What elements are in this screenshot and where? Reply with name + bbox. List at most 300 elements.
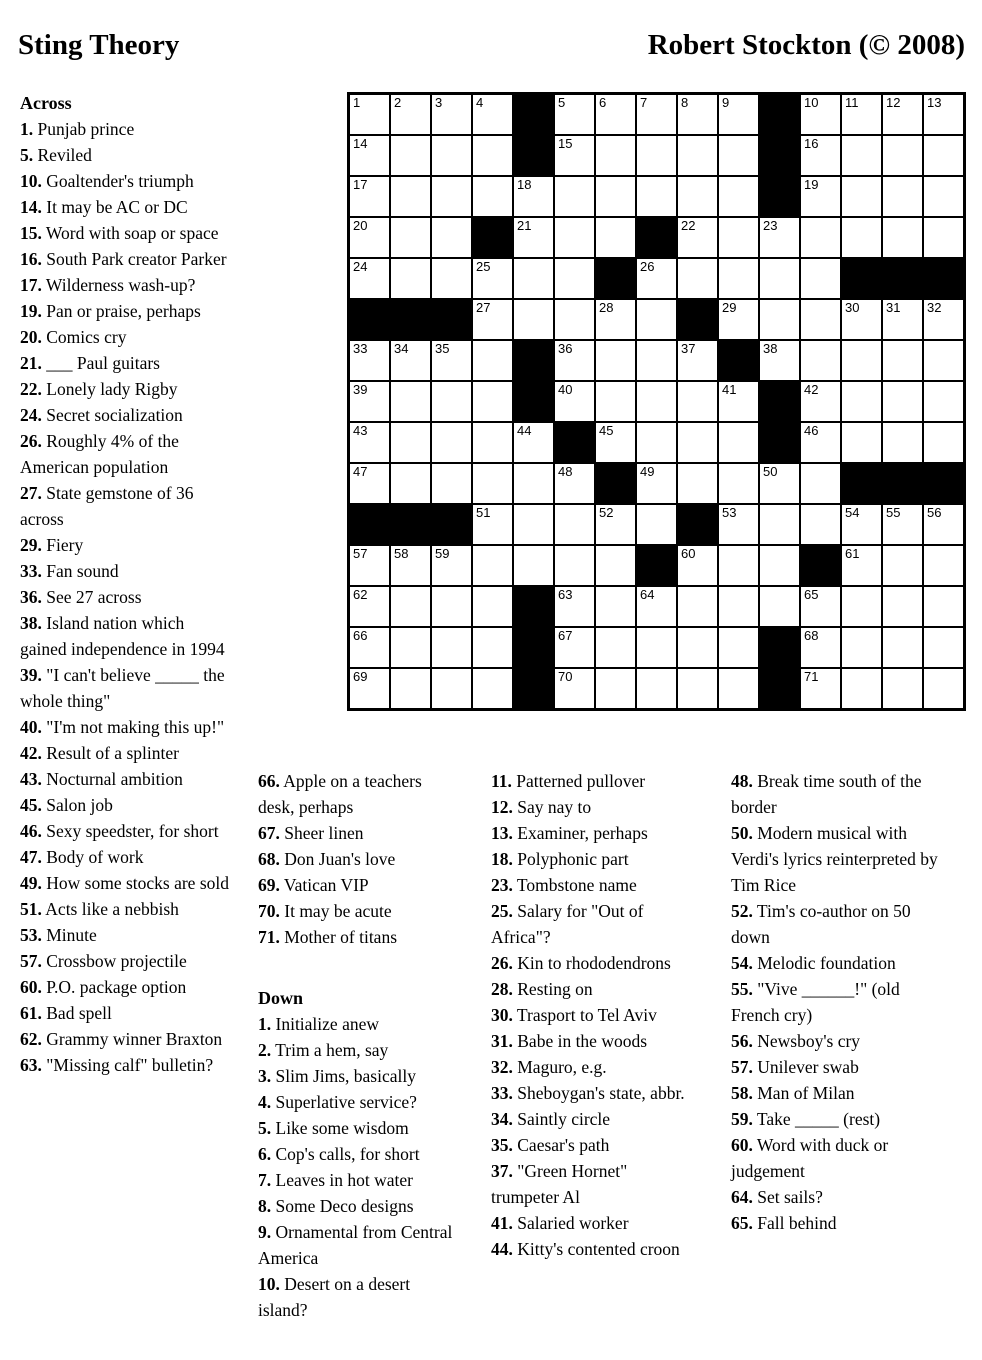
cell-r13-c11[interactable] [759, 586, 800, 627]
clue-across-57: 57. Crossbow projectile [20, 951, 187, 971]
cell-r5-c2[interactable] [390, 258, 431, 299]
clue-number: 20. [20, 327, 42, 347]
cell-r12-c7[interactable] [595, 545, 636, 586]
clue-across-24: 24. Secret socialization [20, 405, 183, 425]
cell-number: 46 [804, 423, 819, 438]
cell-r12-c3[interactable] [431, 545, 472, 586]
cell-r14-c15[interactable] [923, 627, 964, 668]
cell-number: 48 [558, 464, 573, 479]
cell-r11-c8[interactable] [636, 504, 677, 545]
cell-r12-c5[interactable] [513, 545, 554, 586]
cell-r14-c6[interactable] [554, 627, 595, 668]
clue-number: 5. [258, 1118, 272, 1138]
cell-r12-c14[interactable] [882, 545, 923, 586]
cell-r6-c5[interactable] [513, 299, 554, 340]
clue-across-21: 21. ___ Paul guitars [20, 353, 160, 373]
cell-r6-c8[interactable] [636, 299, 677, 340]
clue-across-70: 70. It may be acute [258, 901, 392, 921]
cell-r5-c1[interactable] [349, 258, 390, 299]
cell-r7-c3[interactable] [431, 340, 472, 381]
cell-r6-c11[interactable] [759, 299, 800, 340]
clue-column-across [20, 90, 232, 1078]
clue-number: 57. [731, 1057, 753, 1077]
cell-number: 71 [804, 669, 819, 684]
cell-r8-c9[interactable] [677, 381, 718, 422]
clue-down-56: 56. Newsboy's cry [731, 1031, 861, 1051]
clue-number: 42. [20, 743, 42, 763]
clue-number: 60. [20, 977, 42, 997]
cell-r1-c4[interactable] [472, 94, 513, 135]
cell-r13-c3[interactable] [431, 586, 472, 627]
cell-r8-c13[interactable] [841, 381, 882, 422]
cell-r11-c14[interactable] [882, 504, 923, 545]
cell-r4-c15[interactable] [923, 217, 964, 258]
cell-r5-c7 [595, 258, 636, 299]
clue-down-37: 37. "Green Hornet" trumpeter Al [491, 1161, 628, 1207]
clue-across-63: 63. "Missing calf" bulletin? [20, 1055, 214, 1075]
cell-r9-c12[interactable] [800, 422, 841, 463]
clue-down-48: 48. Break time south of the border [731, 771, 922, 817]
clue-number: 45. [20, 795, 42, 815]
cell-r13-c7[interactable] [595, 586, 636, 627]
cell-r8-c8[interactable] [636, 381, 677, 422]
cell-r11-c6[interactable] [554, 504, 595, 545]
cell-number: 36 [558, 341, 573, 356]
cell-r13-c14[interactable] [882, 586, 923, 627]
cell-r7-c12[interactable] [800, 340, 841, 381]
cell-r13-c4[interactable] [472, 586, 513, 627]
cell-r15-c4[interactable] [472, 668, 513, 709]
cell-number: 58 [394, 546, 409, 561]
cell-r5-c3[interactable] [431, 258, 472, 299]
cell-r11-c4[interactable] [472, 504, 513, 545]
cell-r10-c10[interactable] [718, 463, 759, 504]
cell-r11-c5[interactable] [513, 504, 554, 545]
cell-r10-c2[interactable] [390, 463, 431, 504]
cell-r12-c8 [636, 545, 677, 586]
cell-r15-c13[interactable] [841, 668, 882, 709]
cell-r14-c13[interactable] [841, 627, 882, 668]
cell-r15-c2[interactable] [390, 668, 431, 709]
cell-r15-c6[interactable] [554, 668, 595, 709]
cell-r4-c9[interactable] [677, 217, 718, 258]
cell-number: 52 [599, 505, 614, 520]
cell-r15-c9[interactable] [677, 668, 718, 709]
cell-r1-c12[interactable] [800, 94, 841, 135]
clue-column-across-down [258, 768, 453, 1323]
cell-r1-c13[interactable] [841, 94, 882, 135]
cell-r1-c2[interactable] [390, 94, 431, 135]
clue-across-42: 42. Result of a splinter [20, 743, 179, 763]
cell-r1-c10[interactable] [718, 94, 759, 135]
cell-r2-c6[interactable] [554, 135, 595, 176]
cell-r7-c9[interactable] [677, 340, 718, 381]
cell-r1-c11 [759, 94, 800, 135]
cell-r4-c12[interactable] [800, 217, 841, 258]
cell-r10-c5[interactable] [513, 463, 554, 504]
cell-r10-c11[interactable] [759, 463, 800, 504]
cell-r7-c1[interactable] [349, 340, 390, 381]
cell-r7-c7[interactable] [595, 340, 636, 381]
cell-number: 34 [394, 341, 409, 356]
cell-r4-c7[interactable] [595, 217, 636, 258]
clue-number: 43. [20, 769, 42, 789]
clue-number: 60. [731, 1135, 753, 1155]
clue-across-66: 66. Apple on a teachers desk, perhaps [258, 771, 422, 817]
cell-r9-c9[interactable] [677, 422, 718, 463]
cell-r4-c10[interactable] [718, 217, 759, 258]
clue-down-32: 32. Maguro, e.g. [491, 1057, 607, 1077]
cell-r9-c5[interactable] [513, 422, 554, 463]
cell-r13-c13[interactable] [841, 586, 882, 627]
clue-number: 64. [731, 1187, 753, 1207]
cell-r2-c7[interactable] [595, 135, 636, 176]
cell-r3-c2[interactable] [390, 176, 431, 217]
clue-down-52: 52. Tim's co-author on 50 down [731, 901, 911, 947]
cell-r4-c5[interactable] [513, 217, 554, 258]
clue-down-6: 6. Cop's calls, for short [258, 1144, 420, 1164]
clue-number: 19. [20, 301, 42, 321]
cell-r3-c15[interactable] [923, 176, 964, 217]
cell-r8-c4[interactable] [472, 381, 513, 422]
clue-number: 12. [491, 797, 513, 817]
cell-r2-c9[interactable] [677, 135, 718, 176]
clue-number: 26. [20, 431, 42, 451]
cell-r8-c6[interactable] [554, 381, 595, 422]
clue-across-46: 46. Sexy speedster, for short [20, 821, 219, 841]
cell-r2-c13[interactable] [841, 135, 882, 176]
cell-r8-c15[interactable] [923, 381, 964, 422]
cell-r13-c9[interactable] [677, 586, 718, 627]
cell-r3-c11 [759, 176, 800, 217]
cell-r10-c12[interactable] [800, 463, 841, 504]
cell-r3-c5[interactable] [513, 176, 554, 217]
cell-r3-c8[interactable] [636, 176, 677, 217]
cell-r5-c10[interactable] [718, 258, 759, 299]
cell-r13-c1[interactable] [349, 586, 390, 627]
cell-r1-c15[interactable] [923, 94, 964, 135]
clue-down-54: 54. Melodic foundation [731, 953, 896, 973]
cell-r4-c1[interactable] [349, 217, 390, 258]
clue-down-55: 55. "Vive ______!" (old French cry) [731, 979, 900, 1025]
cell-r15-c10[interactable] [718, 668, 759, 709]
clue-across-14: 14. It may be AC or DC [20, 197, 188, 217]
cell-r9-c4[interactable] [472, 422, 513, 463]
cell-r2-c12[interactable] [800, 135, 841, 176]
cell-r11-c9 [677, 504, 718, 545]
clue-number: 31. [491, 1031, 513, 1051]
cell-r5-c9[interactable] [677, 258, 718, 299]
cell-r7-c2[interactable] [390, 340, 431, 381]
cell-r3-c13[interactable] [841, 176, 882, 217]
cell-r6-c15[interactable] [923, 299, 964, 340]
cell-r15-c8[interactable] [636, 668, 677, 709]
cell-r3-c12[interactable] [800, 176, 841, 217]
cell-r8-c5 [513, 381, 554, 422]
cell-number: 29 [722, 300, 737, 315]
cell-r7-c6[interactable] [554, 340, 595, 381]
clue-across-16: 16. South Park creator Parker [20, 249, 227, 269]
cell-number: 33 [353, 341, 368, 356]
cell-r1-c1[interactable] [349, 94, 390, 135]
cell-number: 45 [599, 423, 614, 438]
cell-r15-c3[interactable] [431, 668, 472, 709]
cell-number: 62 [353, 587, 368, 602]
cell-number: 67 [558, 628, 573, 643]
cell-number: 61 [845, 546, 860, 561]
clue-across-43: 43. Nocturnal ambition [20, 769, 183, 789]
cell-r6-c14[interactable] [882, 299, 923, 340]
clue-number: 1. [20, 119, 34, 139]
cell-r11-c7[interactable] [595, 504, 636, 545]
cell-r8-c10[interactable] [718, 381, 759, 422]
clue-down-35: 35. Caesar's path [491, 1135, 610, 1155]
cell-r15-c12[interactable] [800, 668, 841, 709]
cell-r6-c10[interactable] [718, 299, 759, 340]
cell-r12-c11[interactable] [759, 545, 800, 586]
cell-r15-c15[interactable] [923, 668, 964, 709]
cell-r14-c8[interactable] [636, 627, 677, 668]
clue-number: 59. [731, 1109, 753, 1129]
cell-number: 53 [722, 505, 737, 520]
cell-number: 54 [845, 505, 860, 520]
cell-r12-c6[interactable] [554, 545, 595, 586]
clue-down-30: 30. Trasport to Tel Aviv [491, 1005, 657, 1025]
cell-number: 25 [476, 259, 491, 274]
cell-number: 23 [763, 218, 778, 233]
cell-r2-c4[interactable] [472, 135, 513, 176]
clue-across-36: 36. See 27 across [20, 587, 142, 607]
cell-r4-c13[interactable] [841, 217, 882, 258]
cell-r4-c6[interactable] [554, 217, 595, 258]
cell-number: 70 [558, 669, 573, 684]
clue-number: 47. [20, 847, 42, 867]
cell-r10-c15 [923, 463, 964, 504]
clue-across-17: 17. Wilderness wash-up? [20, 275, 196, 295]
cell-r10-c1[interactable] [349, 463, 390, 504]
cell-r9-c15[interactable] [923, 422, 964, 463]
cell-r8-c2[interactable] [390, 381, 431, 422]
cell-r2-c2[interactable] [390, 135, 431, 176]
cell-r5-c4[interactable] [472, 258, 513, 299]
clue-down-59: 59. Take _____ (rest) [731, 1109, 881, 1129]
cell-r15-c14[interactable] [882, 668, 923, 709]
cell-r15-c11 [759, 668, 800, 709]
cell-r15-c7[interactable] [595, 668, 636, 709]
cell-r3-c10[interactable] [718, 176, 759, 217]
cell-r6-c4[interactable] [472, 299, 513, 340]
cell-r2-c14[interactable] [882, 135, 923, 176]
cell-r13-c6[interactable] [554, 586, 595, 627]
cell-r13-c10[interactable] [718, 586, 759, 627]
cell-r7-c10 [718, 340, 759, 381]
cell-r1-c8[interactable] [636, 94, 677, 135]
cell-r14-c12[interactable] [800, 627, 841, 668]
cell-r12-c13[interactable] [841, 545, 882, 586]
clue-down-2: 2. Trim a hem, say [258, 1040, 389, 1060]
clue-number: 11. [491, 771, 512, 791]
cell-r1-c6[interactable] [554, 94, 595, 135]
cell-r10-c4[interactable] [472, 463, 513, 504]
cell-r13-c12[interactable] [800, 586, 841, 627]
cell-r3-c1[interactable] [349, 176, 390, 217]
cell-r9-c3[interactable] [431, 422, 472, 463]
cell-r8-c12[interactable] [800, 381, 841, 422]
cell-r15-c5 [513, 668, 554, 709]
cell-number: 3 [435, 95, 443, 110]
cell-r2-c1[interactable] [349, 135, 390, 176]
cell-r1-c7[interactable] [595, 94, 636, 135]
cell-r12-c1[interactable] [349, 545, 390, 586]
cell-r12-c9[interactable] [677, 545, 718, 586]
cell-r5-c12[interactable] [800, 258, 841, 299]
cell-number: 28 [599, 300, 614, 315]
cell-r9-c13[interactable] [841, 422, 882, 463]
cell-r12-c2[interactable] [390, 545, 431, 586]
cell-r8-c1[interactable] [349, 381, 390, 422]
cell-r3-c4[interactable] [472, 176, 513, 217]
cell-r6-c6[interactable] [554, 299, 595, 340]
cell-r10-c8[interactable] [636, 463, 677, 504]
cell-r11-c1 [349, 504, 390, 545]
cell-r3-c14[interactable] [882, 176, 923, 217]
cell-r12-c15[interactable] [923, 545, 964, 586]
cell-r13-c2[interactable] [390, 586, 431, 627]
cell-number: 14 [353, 136, 368, 151]
clue-number: 10. [258, 1274, 280, 1294]
cell-number: 51 [476, 505, 491, 520]
clue-down-8: 8. Some Deco designs [258, 1196, 414, 1216]
clue-number: 7. [258, 1170, 272, 1190]
cell-r12-c10[interactable] [718, 545, 759, 586]
clue-down-25: 25. Salary for "Out of Africa"? [491, 901, 644, 947]
cell-r13-c15[interactable] [923, 586, 964, 627]
cell-r4-c11[interactable] [759, 217, 800, 258]
cell-r11-c10[interactable] [718, 504, 759, 545]
cell-r7-c11[interactable] [759, 340, 800, 381]
cell-r2-c5 [513, 135, 554, 176]
cell-r4-c14[interactable] [882, 217, 923, 258]
cell-r14-c10[interactable] [718, 627, 759, 668]
cell-r14-c9[interactable] [677, 627, 718, 668]
cell-r6-c1 [349, 299, 390, 340]
cell-r7-c14[interactable] [882, 340, 923, 381]
cell-r8-c3[interactable] [431, 381, 472, 422]
cell-r9-c1[interactable] [349, 422, 390, 463]
cell-r4-c4 [472, 217, 513, 258]
cell-r11-c11[interactable] [759, 504, 800, 545]
clue-across-27: 27. State gemstone of 36 across [20, 483, 194, 529]
cell-r2-c3[interactable] [431, 135, 472, 176]
clue-down-50: 50. Modern musical with Verdi's lyrics reinterpreted by Tim Rice [731, 823, 938, 895]
cell-r3-c3[interactable] [431, 176, 472, 217]
cell-r11-c13[interactable] [841, 504, 882, 545]
cell-r8-c14[interactable] [882, 381, 923, 422]
cell-r1-c14[interactable] [882, 94, 923, 135]
cell-r1-c9[interactable] [677, 94, 718, 135]
cell-r5-c5[interactable] [513, 258, 554, 299]
clue-number: 13. [491, 823, 513, 843]
cell-r9-c8[interactable] [636, 422, 677, 463]
cell-r2-c8[interactable] [636, 135, 677, 176]
cell-r14-c4[interactable] [472, 627, 513, 668]
cell-r2-c15[interactable] [923, 135, 964, 176]
cell-r10-c6[interactable] [554, 463, 595, 504]
cell-r11-c12[interactable] [800, 504, 841, 545]
cell-r6-c13[interactable] [841, 299, 882, 340]
cell-r7-c8[interactable] [636, 340, 677, 381]
cell-r9-c14[interactable] [882, 422, 923, 463]
clue-across-19: 19. Pan or praise, perhaps [20, 301, 201, 321]
cell-r5-c11[interactable] [759, 258, 800, 299]
cell-r8-c7[interactable] [595, 381, 636, 422]
down-clues-part3 [731, 768, 946, 1236]
cell-r3-c9[interactable] [677, 176, 718, 217]
cell-r13-c8[interactable] [636, 586, 677, 627]
cell-r14-c1[interactable] [349, 627, 390, 668]
cell-r14-c7[interactable] [595, 627, 636, 668]
cell-r9-c7[interactable] [595, 422, 636, 463]
cell-r9-c10[interactable] [718, 422, 759, 463]
clue-number: 57. [20, 951, 42, 971]
cell-r10-c3[interactable] [431, 463, 472, 504]
cell-r11-c15[interactable] [923, 504, 964, 545]
cell-r10-c9[interactable] [677, 463, 718, 504]
cell-number: 44 [517, 423, 532, 438]
cell-r2-c10[interactable] [718, 135, 759, 176]
cell-r12-c4[interactable] [472, 545, 513, 586]
clue-number: 18. [491, 849, 513, 869]
cell-number: 41 [722, 382, 737, 397]
cell-r10-c14 [882, 463, 923, 504]
cell-r4-c3[interactable] [431, 217, 472, 258]
cell-r4-c2[interactable] [390, 217, 431, 258]
cell-number: 56 [927, 505, 942, 520]
cell-r14-c2[interactable] [390, 627, 431, 668]
cell-r14-c5 [513, 627, 554, 668]
cell-r14-c14[interactable] [882, 627, 923, 668]
cell-r6-c7[interactable] [595, 299, 636, 340]
clue-across-47: 47. Body of work [20, 847, 144, 867]
clue-number: 32. [491, 1057, 513, 1077]
cell-r3-c6[interactable] [554, 176, 595, 217]
cell-r3-c7[interactable] [595, 176, 636, 217]
clue-across-38: 38. Island nation which gained independence in 1994 [20, 613, 225, 659]
cell-r7-c13[interactable] [841, 340, 882, 381]
clue-number: 26. [491, 953, 513, 973]
clue-number: 5. [20, 145, 34, 165]
cell-r6-c12[interactable] [800, 299, 841, 340]
clue-down-28: 28. Resting on [491, 979, 593, 999]
cell-r5-c6[interactable] [554, 258, 595, 299]
clue-number: 24. [20, 405, 42, 425]
clue-number: 61. [20, 1003, 42, 1023]
clue-down-13: 13. Examiner, perhaps [491, 823, 648, 843]
cell-number: 60 [681, 546, 696, 561]
clue-down-44: 44. Kitty's contented croon [491, 1239, 680, 1259]
cell-r7-c15[interactable] [923, 340, 964, 381]
cell-r7-c4[interactable] [472, 340, 513, 381]
cell-number: 22 [681, 218, 696, 233]
cell-r14-c3[interactable] [431, 627, 472, 668]
cell-r9-c2[interactable] [390, 422, 431, 463]
cell-r15-c1[interactable] [349, 668, 390, 709]
cell-r1-c3[interactable] [431, 94, 472, 135]
cell-r5-c8[interactable] [636, 258, 677, 299]
clue-number: 22. [20, 379, 42, 399]
cell-number: 27 [476, 300, 491, 315]
cell-number: 10 [804, 95, 819, 110]
